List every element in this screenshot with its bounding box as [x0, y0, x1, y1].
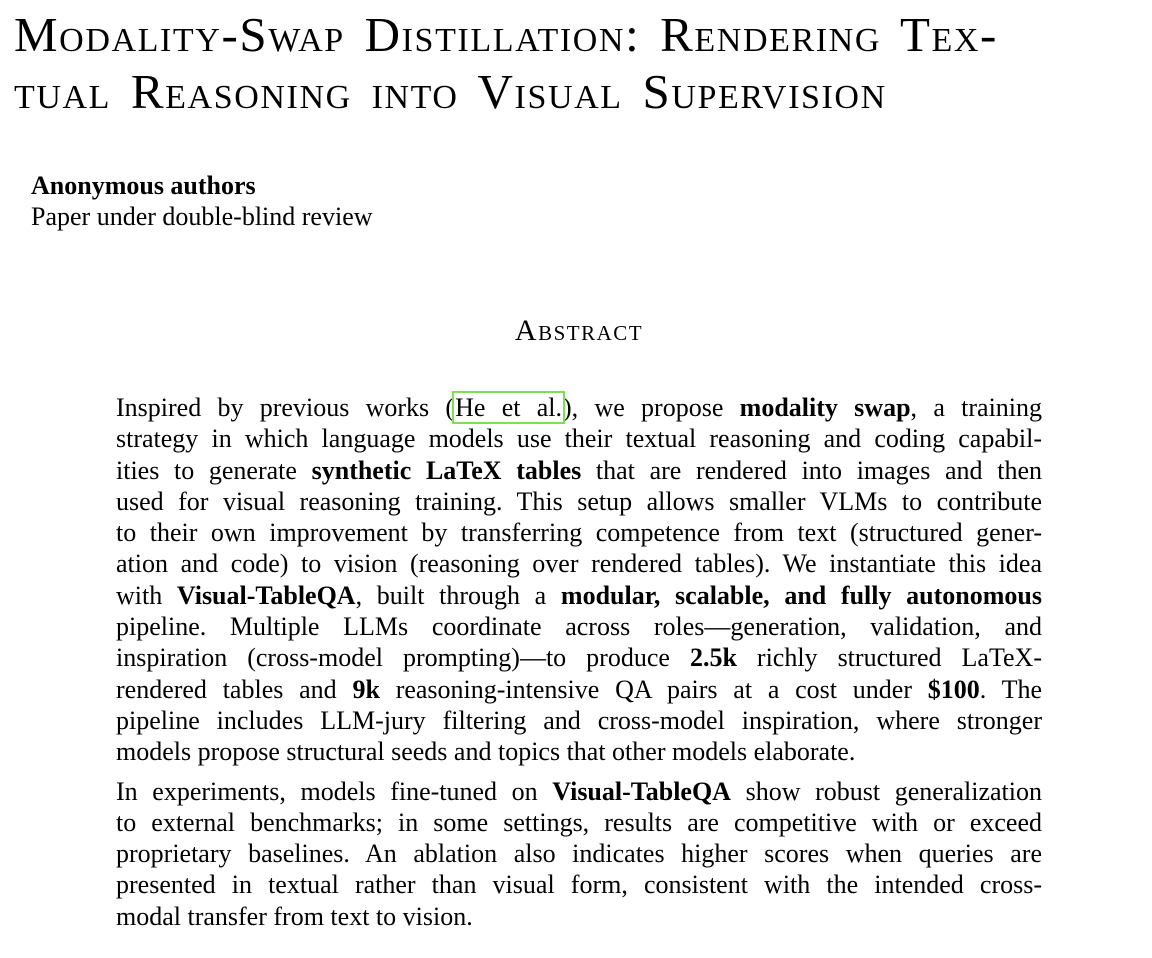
text-run: richly structured LaTeX-: [736, 643, 1042, 673]
text-run: ities to generate: [116, 455, 312, 485]
text-run: rendered tables and: [116, 674, 353, 704]
bold-term: synthetic LaTeX tables: [311, 455, 582, 485]
text-run: . The: [979, 674, 1043, 704]
abstract-line: to external benchmarks; in some settings, results are competitive with or exceed: [116, 807, 1042, 837]
abstract-line: ation and code) to vision (reasoning over rendered tables). We instantiate this idea: [116, 549, 1042, 579]
bold-term: modular, scalable, and fully autonomous: [560, 580, 1042, 610]
abstract-heading: Abstract: [514, 314, 644, 347]
text-run: inspiration (cross-model prompting)—to produce: [116, 643, 690, 673]
text-run: that are rendered into images and then: [581, 455, 1042, 485]
abstract-line: modal transfer from text to vision.: [116, 901, 473, 931]
text-run: ), we propose: [563, 393, 740, 422]
bold-term: modality swap: [739, 393, 911, 422]
author-block: [31, 170, 373, 232]
citation-link[interactable]: He et al.: [455, 393, 563, 422]
abstract-line: [116, 455, 1042, 486]
abstract-line: pipeline. Multiple LLMs coordinate across roles—generation, validation, and: [116, 612, 1042, 642]
abstract-line: models propose structural seeds and topics that other models elaborate.: [116, 737, 856, 767]
abstract-line: to their own improvement by transferring competence from text (structured gener-: [116, 518, 1042, 548]
text-run: , a training: [910, 393, 1043, 422]
abstract-line: presented in textual rather than visual form, consistent with the intended cross-: [116, 870, 1042, 900]
abstract-paragraph-1: [116, 392, 1042, 768]
abstract-line: [116, 776, 1042, 807]
abstract-body: [116, 392, 1042, 940]
abstract-paragraph-2: [116, 776, 1042, 932]
bold-term: Visual-TableQA: [552, 776, 731, 806]
abstract-line: pipeline includes LLM-jury filtering and cross-model inspiration, where stronger: [116, 705, 1042, 735]
text-run: , built through a: [355, 580, 561, 610]
text-run: show robust generalization: [730, 776, 1042, 806]
text-run: with: [116, 580, 177, 610]
paper-title: [14, 6, 1144, 120]
author-names: Anonymous authors: [31, 171, 256, 200]
abstract-line: used for visual reasoning training. This setup allows smaller VLMs to contribute: [116, 486, 1042, 516]
text-run: Inspired by previous works (: [116, 393, 455, 422]
abstract-line: [116, 392, 1042, 423]
abstract-line: [116, 674, 1042, 705]
bold-term: 2.5k: [689, 643, 737, 673]
title-line-2: tual Reasoning into Visual Supervision: [14, 64, 887, 119]
title-line-1: Modality-Swap Distillation: Rendering Tex-: [14, 7, 998, 62]
abstract-line: strategy in which language models use their textual reasoning and coding capabil-: [116, 424, 1042, 454]
abstract-line: [116, 580, 1042, 611]
text-run: In experiments, models fine-tuned on: [116, 776, 553, 806]
abstract-line: [116, 642, 1042, 673]
bold-term: 9k: [352, 674, 380, 704]
abstract-line: proprietary baselines. An ablation also indicates higher scores when queries are: [116, 839, 1042, 869]
text-run: reasoning-intensive QA pairs at a cost under: [379, 674, 928, 704]
bold-term: $100: [927, 674, 980, 704]
bold-term: Visual-TableQA: [176, 580, 356, 610]
author-affiliation: Paper under double-blind review: [31, 202, 373, 231]
